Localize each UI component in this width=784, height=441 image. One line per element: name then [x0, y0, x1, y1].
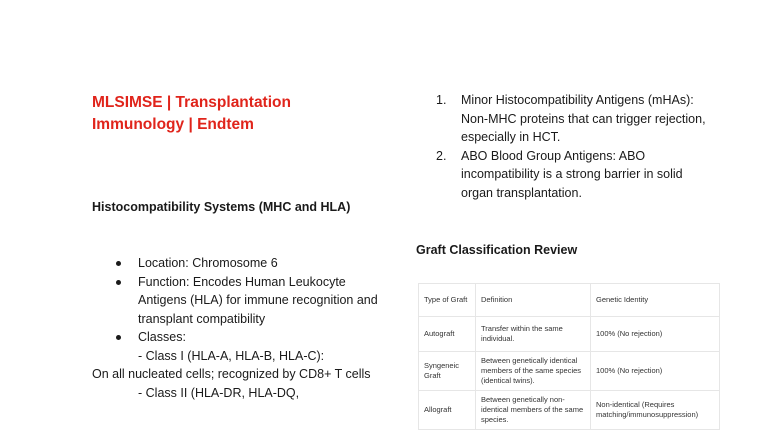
- table-cell: Between genetically non-identical members of the same species.: [476, 391, 591, 430]
- table-header-row: [419, 284, 720, 317]
- class-i-description: On all nucleated cells; recognized by CD8+ T cells: [92, 367, 371, 381]
- table-cell: Syngeneic Graft: [419, 352, 476, 391]
- table-row: [419, 352, 720, 391]
- bullet-text: Location: Chromosome 6: [138, 256, 278, 270]
- table-row: [419, 317, 720, 352]
- list-number: 2.: [436, 148, 447, 163]
- table-cell: Autograft: [419, 317, 476, 352]
- graft-classification-heading: Graft Classification Review: [416, 243, 578, 257]
- other-antigens-list: [436, 91, 706, 202]
- table-cell: Allograft: [419, 391, 476, 430]
- class-ii-line: - Class II (HLA-DR, HLA-DQ,: [138, 385, 300, 400]
- bullet-dot-icon: [116, 261, 121, 266]
- table-cell: Between genetically identical members of the same species (identical twins).: [476, 352, 591, 391]
- bullet-dot-icon: [116, 335, 121, 340]
- list-number: 1.: [436, 93, 447, 107]
- bullet-text: Classes:: [138, 330, 186, 344]
- table-cell: 100% (No rejection): [591, 317, 720, 352]
- table-row: [419, 391, 720, 430]
- bullet-item-function: [92, 273, 382, 329]
- list-item-text: ABO Blood Group Antigens: ABO incompatibility is a strong barrier in solid organ transplantation.: [461, 148, 683, 200]
- column-header: Definition: [476, 284, 591, 317]
- bullet-text: Function: Encodes Human Leukocyte Antigens (HLA) for immune recognition and transplant compatibility: [138, 274, 378, 326]
- table-cell: 100% (No rejection): [591, 352, 720, 391]
- document-title: MLSIMSE | Transplantation Immunology | Endtem: [92, 94, 291, 133]
- class-i-line: - Class I (HLA-A, HLA-B, HLA-C):: [138, 348, 325, 363]
- bullet-item-location: [92, 254, 382, 273]
- histocompatibility-heading: Histocompatibility Systems (MHC and HLA): [92, 200, 351, 214]
- table-cell: Transfer within the same individual.: [476, 317, 591, 352]
- histocompatibility-bullet-list: [92, 254, 382, 402]
- column-header: Genetic Identity: [591, 284, 720, 317]
- bullet-dot-icon: [116, 280, 121, 285]
- bullet-item-classes: [92, 328, 382, 347]
- list-item: [436, 91, 706, 147]
- list-item: [436, 147, 706, 203]
- list-item-text: Minor Histocompatibility Antigens (mHAs): Non-MHC proteins that can trigger rejection, especially in HCT.: [461, 93, 706, 144]
- graft-classification-table: [418, 283, 720, 430]
- column-header: Type of Graft: [419, 284, 476, 317]
- table-cell: Non-identical (Requires matching/immunosuppression): [591, 391, 720, 430]
